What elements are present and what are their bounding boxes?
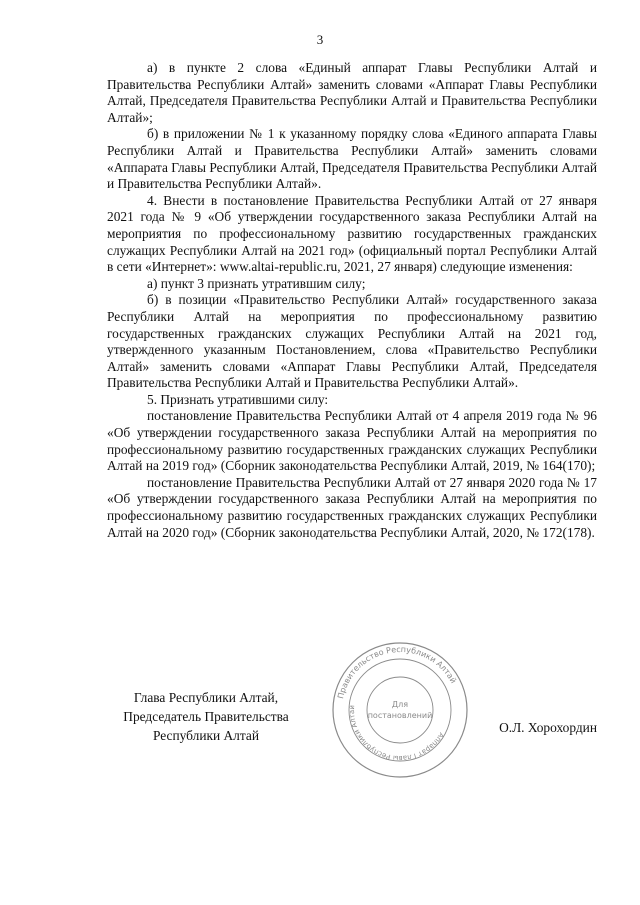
seal-center-line-2: постановлений (367, 711, 433, 720)
paragraph-3a: а) в пункте 2 слова «Единый аппарат Главы Республики Алтай и Правительства Республики Алтай» заменить словами «Аппарат Главы Республики Алтай, Председателя Правительства Республики Алтай и Правительства Республики Алтай»; (107, 60, 597, 125)
paragraph-5: 5. Признать утратившими силу: (147, 391, 329, 407)
signatory-title-line-3: Республики Алтай (152, 728, 259, 743)
seal-outer-text: Правительство Республики Алтай (336, 644, 458, 700)
page-number: 3 (316, 32, 324, 47)
paragraph-4b: б) в позиции «Правительство Республики Алтай» государственного заказа Республики Алтай на мероприятия по профессиональному развитию государственных гражданских служащих Республики Алтай на 2021 год, утвержденного указанным Постановлением, слова «Правительство Республики Алтай» заменить словами «Аппарат Главы Республики Алтай, Председателя Правительства Республики Алтай и Правительства Республики Алтай». (107, 292, 597, 391)
seal-inner-text: Аппарат Главы Республики Алтай (347, 704, 446, 763)
seal-center-line-1: Для (391, 700, 409, 709)
paragraph-4a: а) пункт 3 признать утратившим силу; (147, 275, 366, 291)
signatory-title (106, 688, 306, 745)
official-seal (330, 640, 470, 780)
paragraph-5-item-1: постановление Правительства Республики Алтай от 4 апреля 2019 года № 96 «Об утверждении государственного заказа Республики Алтай на мероприятия по профессиональному развитию государственных гражданских служащих Республики Алтай на 2019 год» (Сборник законодательства Республики Алтай, 2019, № 164(170); (107, 408, 597, 474)
paragraph-5-item-2: постановление Правительства Республики Алтай от 27 января 2020 года № 17 «Об утверждении государственного заказа Республики Алтай на мероприятия по профессиональному развитию государственных гражданских служащих Республики Алтай на 2020 год» (Сборник законодательства Республики Алтай, 2020, № 172(178). (107, 474, 597, 540)
paragraph-4: 4. Внести в постановление Правительства Республики Алтай от 27 января 2021 года № 9 «Об утверждении государственного заказа Республики Алтай на мероприятия по профессиональному развитию государственных гражданских служащих Республики Алтай на 2021 год» (официальный портал Республики Алтай в сети «Интернет»: www.altai-republic.ru, 2021, 27 января) следующие изменения: (107, 192, 597, 275)
signatory-title-line-2: Председатель Правительства (123, 709, 289, 724)
document-body (107, 60, 597, 541)
paragraph-3b: б) в приложении № 1 к указанному порядку слова «Единого аппарата Главы Республики Алтай и Правительства Республики Алтай» заменить словами «Аппарата Главы Республики Алтай, Председателя Правительства Республики Алтай и Правительства Республики Алтай». (107, 126, 597, 192)
signatory-title-line-1: Глава Республики Алтай, (133, 690, 279, 705)
signatory-name: О.Л. Хорохордин (499, 720, 597, 735)
seal-inner-ring (367, 677, 433, 743)
